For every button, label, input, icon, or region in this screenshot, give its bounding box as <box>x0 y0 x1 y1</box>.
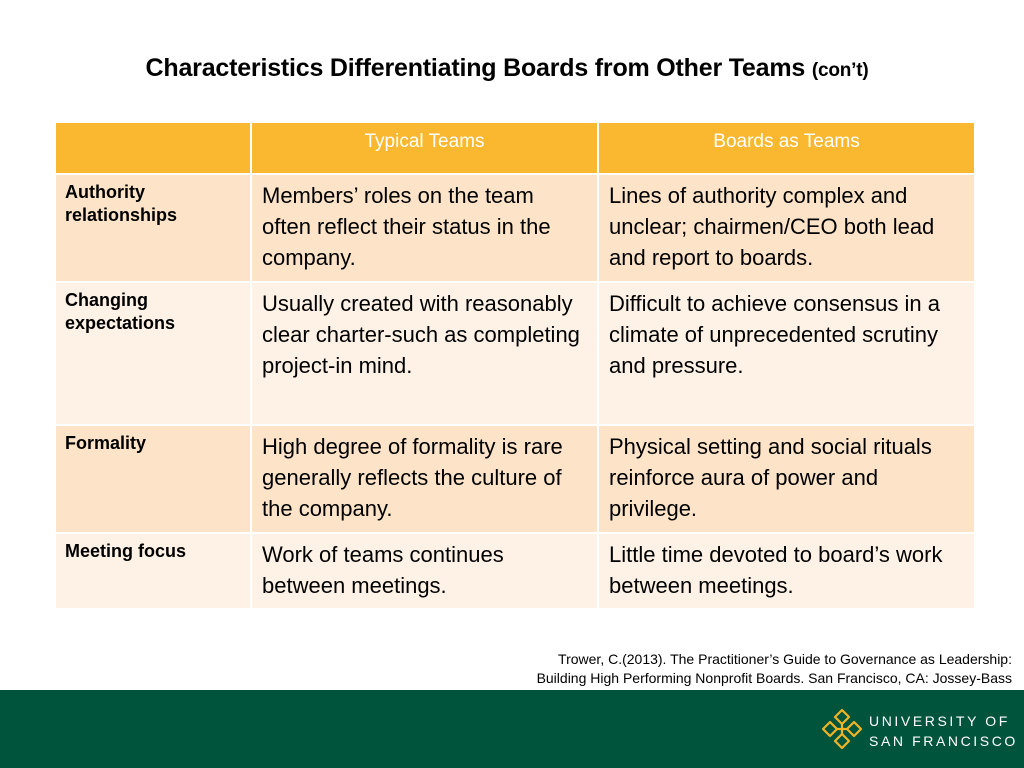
table-row <box>55 425 975 533</box>
boards-as-teams-cell: Lines of authority complex and unclear; chairmen/CEO both lead and report to boards. <box>598 174 975 282</box>
boards-as-teams-cell: Little time devoted to board’s work between meetings. <box>598 533 975 609</box>
table-row <box>55 282 975 425</box>
citation-line-1: Trower, C.(2013). The Practitioner’s Guide to Governance as Leadership: <box>558 651 1012 667</box>
header-cell-typical-teams: Typical Teams <box>251 122 598 174</box>
header-cell-boards-as-teams: Boards as Teams <box>598 122 975 174</box>
logo-line-2: SAN FRANCISCO <box>869 733 1018 749</box>
header-cell-empty <box>55 122 251 174</box>
slide-title <box>0 54 1014 83</box>
row-label: Authority relationships <box>55 174 251 282</box>
table-header-row <box>55 122 975 174</box>
boards-as-teams-cell: Difficult to achieve consensus in a climate of unprecedented scrutiny and pressure. <box>598 282 975 425</box>
citation-line-2: Building High Performing Nonprofit Boards. San Francisco, CA: Jossey-Bass <box>536 670 1012 686</box>
slide-title-main: Characteristics Differentiating Boards from Other Teams <box>145 54 806 82</box>
table-row <box>55 174 975 282</box>
row-label: Changing expectations <box>55 282 251 425</box>
row-label: Meeting focus <box>55 533 251 609</box>
logo-line-1: UNIVERSITY OF <box>869 713 1010 729</box>
university-logo-text <box>869 711 1018 751</box>
typical-teams-cell: High degree of formality is rare generally reflects the culture of the company. <box>251 425 598 533</box>
slide-title-suffix: (con’t) <box>811 60 869 81</box>
table-row <box>55 533 975 609</box>
typical-teams-cell: Usually created with reasonably clear charter-such as completing project-in mind. <box>251 282 598 425</box>
typical-teams-cell: Members’ roles on the team often reflect their status in the company. <box>251 174 598 282</box>
row-label: Formality <box>55 425 251 533</box>
comparison-table <box>54 121 976 610</box>
usf-emblem-icon <box>820 707 864 751</box>
typical-teams-cell: Work of teams continues between meetings. <box>251 533 598 609</box>
boards-as-teams-cell: Physical setting and social rituals reinforce aura of power and privilege. <box>598 425 975 533</box>
citation <box>537 650 1012 688</box>
